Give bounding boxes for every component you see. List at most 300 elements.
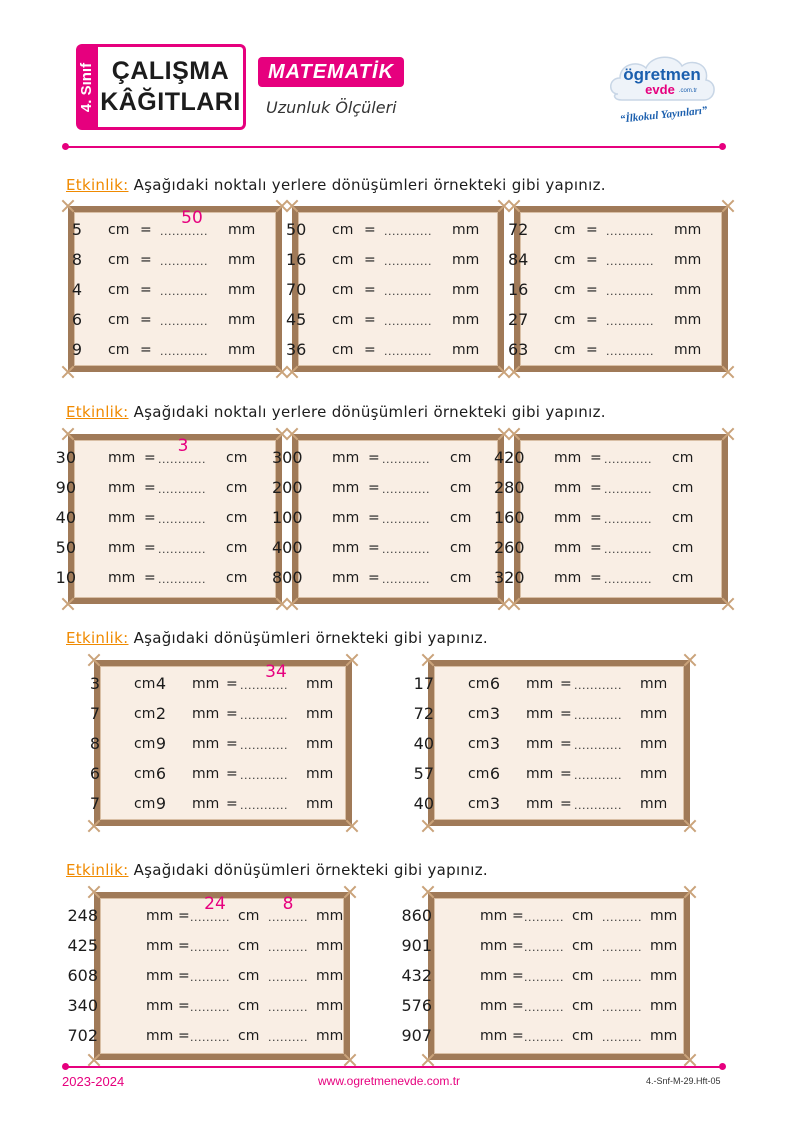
answer-blank[interactable]: ............ <box>240 709 288 722</box>
answer-blank[interactable]: ............ <box>606 255 654 268</box>
answer-blank[interactable]: ............ <box>604 453 652 466</box>
given-value: 3 <box>89 674 100 693</box>
unit-label: cm <box>134 766 156 782</box>
given-value: 45 <box>286 310 307 329</box>
equals-sign: = <box>364 252 376 268</box>
unit-label: mm <box>452 252 480 268</box>
equals-sign: = <box>560 736 572 752</box>
unit-label: cm <box>226 450 248 466</box>
given-value: 17 <box>413 674 434 693</box>
given-value: 300 <box>272 448 303 467</box>
divider-dot <box>719 143 726 150</box>
unit-label: cm <box>554 222 576 238</box>
given-value: 40 <box>413 734 434 753</box>
answer-blank[interactable]: .......... <box>602 941 642 954</box>
footer-year: 2023-2024 <box>62 1074 125 1089</box>
conversion-row <box>401 962 690 992</box>
exercise-panel <box>494 434 728 604</box>
given-value: 40 <box>413 794 434 813</box>
answer-blank[interactable]: ............ <box>574 769 622 782</box>
answer-blank[interactable]: ............ <box>160 255 208 268</box>
unit-label: mm <box>554 510 582 526</box>
conversion-row <box>413 670 690 700</box>
unit-label: mm <box>108 510 136 526</box>
given-value: 57 <box>413 764 434 783</box>
unit-label: cm <box>134 796 156 812</box>
unit-label: cm <box>450 570 472 586</box>
conversion-row <box>401 992 690 1022</box>
answer-blank[interactable]: ............ <box>382 513 430 526</box>
answer-blank[interactable]: ............ <box>160 225 208 238</box>
panel-rows <box>68 206 282 372</box>
answer-blank[interactable]: ............ <box>604 483 652 496</box>
conversion-row <box>508 246 728 276</box>
equals-sign: = <box>586 312 598 328</box>
unit-label: mm <box>674 342 702 358</box>
answer-blank[interactable]: .......... <box>268 1001 308 1014</box>
unit-label: mm <box>452 342 480 358</box>
given-value: 320 <box>494 568 525 587</box>
answer-blank[interactable]: ............ <box>382 573 430 586</box>
exercise-panel <box>272 434 504 604</box>
answer-blank[interactable]: .......... <box>268 911 308 924</box>
unit-label: mm <box>192 736 220 752</box>
equals-sign: = <box>140 342 152 358</box>
exercise-panel <box>413 660 690 826</box>
header-divider <box>66 146 722 148</box>
conversion-row <box>89 790 352 820</box>
answer-blank[interactable]: ............ <box>158 513 206 526</box>
answer-blank[interactable]: ............ <box>606 315 654 328</box>
conversion-row <box>55 564 282 594</box>
unit-label: mm <box>526 796 554 812</box>
unit-label: mm <box>640 736 668 752</box>
topic-title: Uzunluk Ölçüleri <box>266 98 397 117</box>
answer-blank[interactable]: .......... <box>524 911 564 924</box>
conversion-row <box>67 962 350 992</box>
unit-label: mm <box>650 908 678 924</box>
grade-label: 4. Sınıf <box>78 62 96 112</box>
unit-label: mm <box>108 480 136 496</box>
answer-blank[interactable]: ............ <box>382 543 430 556</box>
given-value: 63 <box>508 340 529 359</box>
unit-label: cm <box>572 938 594 954</box>
conversion-row <box>89 700 352 730</box>
answer-blank[interactable]: ............ <box>574 799 622 812</box>
conversion-row <box>286 276 504 306</box>
given-value: 6 <box>89 764 100 783</box>
conversion-row <box>55 436 282 474</box>
answer-blank[interactable]: ............ <box>384 255 432 268</box>
answer-blank[interactable]: .......... <box>524 941 564 954</box>
conversion-row <box>508 276 728 306</box>
unit-label: mm <box>146 998 174 1014</box>
answer-blank[interactable]: ............ <box>606 225 654 238</box>
conversion-row <box>272 534 504 564</box>
answer-blank[interactable]: .......... <box>268 1031 308 1044</box>
unit-label: mm <box>192 796 220 812</box>
conversion-row <box>286 216 504 246</box>
equals-sign: = <box>590 450 602 466</box>
conversion-row <box>413 730 690 760</box>
unit-label: mm <box>316 1028 344 1044</box>
equals-sign: = <box>512 968 524 984</box>
equals-sign: = <box>368 570 380 586</box>
unit-label: mm <box>108 540 136 556</box>
answer-blank[interactable]: .......... <box>268 971 308 984</box>
subject-badge: MATEMATİK <box>258 57 404 87</box>
given-value: 6 <box>71 310 82 329</box>
given-value: 800 <box>272 568 303 587</box>
given-value: 40 <box>55 508 76 527</box>
answer-blank[interactable]: ............ <box>240 739 288 752</box>
grade-tab <box>76 44 98 130</box>
answer-blank[interactable]: ............ <box>382 453 430 466</box>
answer-blank[interactable]: ............ <box>382 483 430 496</box>
unit-label: mm <box>108 450 136 466</box>
unit-label: mm <box>192 766 220 782</box>
given-value: 576 <box>401 996 432 1015</box>
given-value: 248 <box>67 906 98 925</box>
handwritten-answer: 50 <box>181 208 203 228</box>
unit-label: cm <box>572 998 594 1014</box>
unit-label: cm <box>238 968 260 984</box>
given-value: 901 <box>401 936 432 955</box>
answer-blank[interactable]: ............ <box>574 709 622 722</box>
given-value: 400 <box>272 538 303 557</box>
unit-label: mm <box>526 766 554 782</box>
given-value: 10 <box>55 568 76 587</box>
unit-label: mm <box>480 968 508 984</box>
answer-blank[interactable]: ............ <box>384 315 432 328</box>
conversion-row <box>272 444 504 474</box>
instruction-text: Aşağıdaki dönüşümleri örnekteki gibi yapınız. <box>128 861 488 879</box>
unit-label: cm <box>108 222 130 238</box>
activity-label: Etkinlik: <box>66 403 129 421</box>
conversion-row <box>413 760 690 790</box>
unit-label: cm <box>468 676 490 692</box>
equals-sign: = <box>364 222 376 238</box>
given-value: 100 <box>272 508 303 527</box>
handwritten-answer: 34 <box>265 662 287 682</box>
conversion-row <box>89 760 352 790</box>
answer-blank[interactable]: ............ <box>240 799 288 812</box>
unit-label: cm <box>672 510 694 526</box>
given-value: 90 <box>55 478 76 497</box>
unit-label: cm <box>226 510 248 526</box>
unit-label: mm <box>674 282 702 298</box>
answer-blank[interactable]: .......... <box>602 911 642 924</box>
unit-label: mm <box>316 968 344 984</box>
unit-label: mm <box>228 222 256 238</box>
activity-3-instruction <box>66 629 488 647</box>
answer-blank[interactable]: .......... <box>190 1001 230 1014</box>
exercise-panel <box>68 206 282 372</box>
unit-label: cm <box>238 908 260 924</box>
equals-sign: = <box>586 282 598 298</box>
equals-sign: = <box>586 252 598 268</box>
answer-blank[interactable]: ............ <box>574 679 622 692</box>
unit-label: mm <box>554 570 582 586</box>
answer-blank[interactable]: .......... <box>190 941 230 954</box>
unit-label: mm <box>452 222 480 238</box>
exercise-panel <box>286 206 504 372</box>
unit-label: mm <box>650 938 678 954</box>
unit-label: mm <box>554 540 582 556</box>
exercise-panel <box>67 892 350 1060</box>
equals-sign: = <box>590 540 602 556</box>
conversion-row <box>67 894 350 932</box>
equals-sign: = <box>512 938 524 954</box>
unit-label: mm <box>332 540 360 556</box>
unit-label: mm <box>452 312 480 328</box>
conversion-row <box>413 700 690 730</box>
equals-sign: = <box>364 282 376 298</box>
unit-label: mm <box>554 480 582 496</box>
panel-rows <box>508 206 728 372</box>
unit-label: cm <box>134 736 156 752</box>
handwritten-answer: 24 <box>204 894 226 914</box>
equals-sign: = <box>178 998 190 1014</box>
answer-blank[interactable]: ............ <box>574 739 622 752</box>
conversion-row <box>89 730 352 760</box>
footer-code: 4.-Snf-M-29.Hft-05 <box>646 1076 721 1086</box>
given-value: 6 <box>155 764 166 783</box>
unit-label: mm <box>228 252 256 268</box>
equals-sign: = <box>590 480 602 496</box>
given-value: 160 <box>494 508 525 527</box>
conversion-row <box>494 564 728 594</box>
answer-blank[interactable]: ............ <box>158 483 206 496</box>
answer-blank[interactable]: .......... <box>524 1001 564 1014</box>
unit-label: cm <box>332 252 354 268</box>
activity-1-instruction <box>66 176 606 194</box>
unit-label: cm <box>226 480 248 496</box>
panel-rows <box>494 434 728 604</box>
unit-label: cm <box>108 282 130 298</box>
unit-label: cm <box>672 480 694 496</box>
equals-sign: = <box>368 540 380 556</box>
equals-sign: = <box>560 706 572 722</box>
unit-label: mm <box>554 450 582 466</box>
equals-sign: = <box>144 510 156 526</box>
conversion-row <box>55 504 282 534</box>
given-value: 16 <box>286 250 307 269</box>
unit-label: mm <box>316 998 344 1014</box>
unit-label: cm <box>554 312 576 328</box>
activity-label: Etkinlik: <box>66 861 129 879</box>
unit-label: cm <box>226 570 248 586</box>
conversion-row <box>68 336 282 366</box>
unit-label: mm <box>316 908 344 924</box>
unit-label: cm <box>238 998 260 1014</box>
equals-sign: = <box>144 540 156 556</box>
given-value: 9 <box>155 794 166 813</box>
conversion-row <box>401 932 690 962</box>
instruction-text: Aşağıdaki dönüşümleri örnekteki gibi yapınız. <box>128 629 488 647</box>
answer-blank[interactable]: .......... <box>524 971 564 984</box>
answer-blank[interactable]: .......... <box>190 971 230 984</box>
given-value: 3 <box>489 794 500 813</box>
conversion-row <box>68 276 282 306</box>
equals-sign: = <box>144 570 156 586</box>
unit-label: cm <box>672 450 694 466</box>
answer-blank[interactable]: ............ <box>158 453 206 466</box>
unit-label: cm <box>554 342 576 358</box>
given-value: 36 <box>286 340 307 359</box>
answer-blank[interactable]: ............ <box>606 345 654 358</box>
activity-label: Etkinlik: <box>66 176 129 194</box>
answer-blank[interactable]: ............ <box>384 285 432 298</box>
equals-sign: = <box>178 938 190 954</box>
answer-blank[interactable]: .......... <box>602 971 642 984</box>
answer-blank[interactable]: ............ <box>384 345 432 358</box>
unit-label: cm <box>108 252 130 268</box>
unit-label: mm <box>146 968 174 984</box>
unit-label: mm <box>192 676 220 692</box>
conversion-row <box>286 336 504 366</box>
footer-divider <box>66 1066 722 1068</box>
equals-sign: = <box>586 342 598 358</box>
activity-2-instruction <box>66 403 606 421</box>
conversion-row <box>494 444 728 474</box>
answer-blank[interactable]: ............ <box>604 573 652 586</box>
unit-label: cm <box>450 480 472 496</box>
activity-4-instruction <box>66 861 488 879</box>
conversion-row <box>401 902 690 932</box>
unit-label: cm <box>450 510 472 526</box>
conversion-row <box>508 306 728 336</box>
unit-label: mm <box>480 908 508 924</box>
answer-blank[interactable]: .......... <box>524 1031 564 1044</box>
divider-dot <box>719 1063 726 1070</box>
unit-label: cm <box>468 706 490 722</box>
unit-label: mm <box>480 1028 508 1044</box>
unit-label: cm <box>332 312 354 328</box>
answer-blank[interactable]: .......... <box>602 1031 642 1044</box>
answer-blank[interactable]: ............ <box>160 345 208 358</box>
answer-blank[interactable]: .......... <box>268 941 308 954</box>
logo-tagline: “İlkokul Yayınları” <box>619 104 708 126</box>
answer-blank[interactable]: .......... <box>602 1001 642 1014</box>
given-value: 72 <box>413 704 434 723</box>
equals-sign: = <box>512 908 524 924</box>
equals-sign: = <box>144 480 156 496</box>
unit-label: mm <box>650 968 678 984</box>
conversion-row <box>494 534 728 564</box>
unit-label: mm <box>640 796 668 812</box>
unit-label: mm <box>332 450 360 466</box>
answer-blank[interactable]: ............ <box>384 225 432 238</box>
equals-sign: = <box>590 570 602 586</box>
unit-label: mm <box>674 252 702 268</box>
unit-label: cm <box>332 282 354 298</box>
given-value: 27 <box>508 310 529 329</box>
given-value: 260 <box>494 538 525 557</box>
equals-sign: = <box>590 510 602 526</box>
equals-sign: = <box>368 480 380 496</box>
conversion-row <box>413 790 690 820</box>
equals-sign: = <box>144 450 156 466</box>
unit-label: mm <box>192 706 220 722</box>
answer-blank[interactable]: ............ <box>158 573 206 586</box>
given-value: 6 <box>489 674 500 693</box>
panel-rows <box>286 206 504 372</box>
divider-dot <box>62 143 69 150</box>
unit-label: mm <box>228 342 256 358</box>
equals-sign: = <box>560 766 572 782</box>
answer-blank[interactable]: ............ <box>160 315 208 328</box>
answer-blank[interactable]: ............ <box>604 543 652 556</box>
conversion-row <box>272 504 504 534</box>
given-value: 8 <box>71 250 82 269</box>
handwritten-answer: 8 <box>282 894 294 914</box>
given-value: 420 <box>494 448 525 467</box>
unit-label: cm <box>238 938 260 954</box>
unit-label: mm <box>640 766 668 782</box>
given-value: 340 <box>67 996 98 1015</box>
equals-sign: = <box>226 736 238 752</box>
title-line-1: ÇALIŞMA <box>111 57 230 85</box>
unit-label: cm <box>450 540 472 556</box>
panel-rows <box>89 660 352 826</box>
unit-label: mm <box>306 736 334 752</box>
given-value: 72 <box>508 220 529 239</box>
answer-blank[interactable]: .......... <box>190 1031 230 1044</box>
answer-blank[interactable]: ............ <box>240 769 288 782</box>
given-value: 50 <box>55 538 76 557</box>
logo-main-text: ögretmen <box>623 65 701 84</box>
unit-label: mm <box>640 706 668 722</box>
given-value: 200 <box>272 478 303 497</box>
answer-blank[interactable]: ............ <box>606 285 654 298</box>
unit-label: mm <box>480 998 508 1014</box>
answer-blank[interactable]: ............ <box>158 543 206 556</box>
answer-blank[interactable]: ............ <box>240 679 288 692</box>
panel-rows <box>55 434 282 604</box>
unit-label: cm <box>238 1028 260 1044</box>
logo-sub-text: evde <box>645 82 675 97</box>
unit-label: mm <box>332 570 360 586</box>
given-value: 4 <box>155 674 166 693</box>
unit-label: mm <box>332 510 360 526</box>
unit-label: cm <box>468 766 490 782</box>
footer-url[interactable]: www.ogretmenevde.com.tr <box>318 1074 461 1088</box>
title-line-2: KÂĞITLARI <box>100 88 241 116</box>
unit-label: mm <box>526 676 554 692</box>
given-value: 702 <box>67 1026 98 1045</box>
conversion-row <box>508 336 728 366</box>
unit-label: mm <box>332 480 360 496</box>
answer-blank[interactable]: ............ <box>160 285 208 298</box>
conversion-row <box>68 246 282 276</box>
conversion-row <box>67 1022 350 1052</box>
given-value: 7 <box>89 794 100 813</box>
given-value: 3 <box>489 734 500 753</box>
panel-rows <box>413 660 690 826</box>
answer-blank[interactable]: .......... <box>190 911 230 924</box>
handwritten-answer: 3 <box>177 436 189 456</box>
given-value: 84 <box>508 250 529 269</box>
unit-label: mm <box>316 938 344 954</box>
unit-label: cm <box>332 342 354 358</box>
unit-label: cm <box>572 1028 594 1044</box>
conversion-row <box>494 474 728 504</box>
unit-label: cm <box>332 222 354 238</box>
equals-sign: = <box>140 222 152 238</box>
answer-blank[interactable]: ............ <box>604 513 652 526</box>
unit-label: mm <box>146 1028 174 1044</box>
